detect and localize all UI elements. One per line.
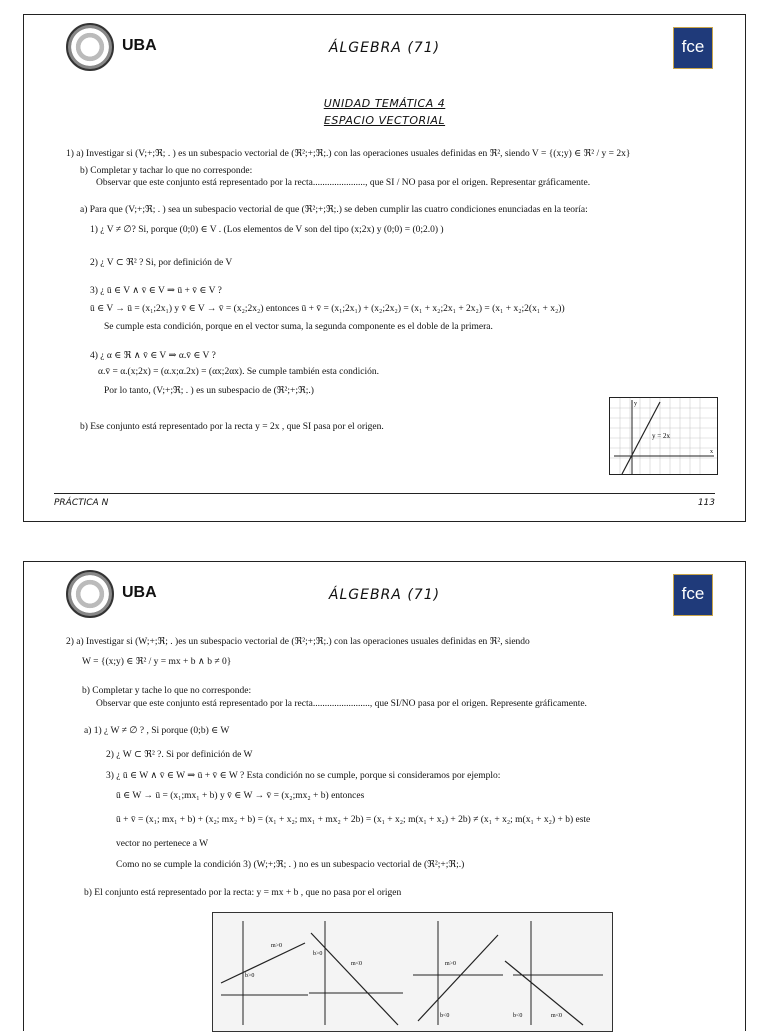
cond-4-proof: α.v̄ = α.(x;2x) = (α.x;α.2x) = (αx;2αx). Se cumple también esta condición.	[98, 367, 380, 377]
svg-text:m>0: m>0	[445, 961, 457, 967]
fce-logo: fce	[673, 27, 713, 69]
sol2-cond-2: 2) ¿ W ⊂ ℜ² ?. Si por definición de W	[106, 750, 253, 760]
sol2-cond-1: a) 1) ¿ W ≠ ∅ ? , Si porque (0;b) ∈ W	[84, 726, 230, 736]
unit-subtitle: ESPACIO VECTORIAL	[323, 114, 446, 127]
svg-text:m<0: m<0	[351, 961, 363, 967]
lines-graph-panel	[212, 912, 613, 1032]
page-1	[23, 14, 746, 522]
sol2-b: b) El conjunto está representado por la recta: y = mx + b , que no pasa por el origen	[84, 888, 402, 898]
uba-label: UBA	[122, 584, 157, 601]
graph-m-neg-b-neg	[505, 921, 603, 1025]
graph-m-neg-b-pos	[309, 921, 403, 1025]
graph-y-2x	[609, 397, 718, 475]
sol-b: b) Ese conjunto está representado por la recta y = 2x , que SI pasa por el origen.	[80, 422, 384, 432]
graph-line-label: y = 2x	[652, 432, 670, 440]
cond-3-q: 3) ¿ ū ∈ V ∧ v̄ ∈ V ⇒ ū + v̄ ∈ V ?	[90, 286, 222, 296]
fce-logo: fce	[673, 574, 713, 616]
page-header	[24, 562, 745, 622]
page-footer	[54, 493, 715, 508]
svg-text:m>0: m>0	[271, 943, 283, 949]
sol2-not-in-w: vector no pertenece a W	[116, 839, 209, 849]
page-header	[24, 15, 745, 75]
graph-m-pos-b-pos	[221, 921, 308, 1025]
y-axis-label: y	[634, 401, 637, 407]
q2-b-text: Observar que este conjunto está representado por la recta........................, que SI/NO pasa por el origen. Represente gráficamente.	[96, 699, 587, 709]
graph-m-pos-b-neg	[413, 921, 503, 1025]
cond-1: 1) ¿ V ≠ ∅? Si, porque (0;0) ∈ V . (Los elementos de V son del tipo (x;2x) y (0;0) = (0;2.0) )	[90, 225, 444, 235]
subject-title: ÁLGEBRA (71)	[328, 40, 441, 56]
q2-set-def: W = {(x;y) ∈ ℜ² / y = mx + b ∧ b ≠ 0}	[82, 657, 232, 667]
uba-label: UBA	[122, 37, 157, 54]
page-2	[23, 561, 746, 1031]
q1-b-label: b) Completar y tachar lo que no corresponde:	[80, 166, 253, 176]
subject-title: ÁLGEBRA (71)	[328, 587, 441, 603]
cond-4-q: 4) ¿ α ∈ ℜ ∧ v̄ ∈ V ⇒ α.v̄ ∈ V ?	[90, 351, 216, 361]
q2-b-label: b) Completar y tache lo que no corresponde:	[82, 686, 252, 696]
sol2-sum: ū + v̄ = (x₁; mx₁ + b) + (x₂; mx₂ + b) = (x₁ + x₂; mx₁ + mx₂ + 2b) = (x₁ + x₂; m(x₁ + x₂) + 2b) ≠ (x₁ + x₂; m(x₁ + x₂) + b) este	[116, 815, 591, 825]
sol2-cond-3: 3) ¿ ū ∈ W ∧ v̄ ∈ W ⇒ ū + v̄ ∈ W ? Esta condición no se cumple, porque si consideramos por ejemplo:	[106, 771, 501, 781]
cond-4-conclusion: Por lo tanto, (V;+;ℜ; . ) es un subespacio de (ℜ²;+;ℜ;.)	[104, 386, 314, 396]
sol2-vectors: ū ∈ W → ū = (x₁;mx₁ + b) y v̄ ∈ W → v̄ = (x₂;mx₂ + b) entonces	[116, 791, 365, 801]
svg-text:b>0: b>0	[313, 951, 323, 957]
unit-title: UNIDAD TEMÁTICA 4	[323, 97, 446, 110]
svg-text:b>0: b>0	[245, 973, 255, 979]
q2-a: 2) a) Investigar si (W;+;ℜ; . )es un subespacio vectorial de (ℜ²;+;ℜ;.) con las operaciones usuales definidas en ℜ², siendo	[66, 637, 530, 647]
cond-2: 2) ¿ V ⊂ ℜ² ? Si, por definición de V	[90, 258, 233, 268]
footer-practice: PRÁCTICA N	[54, 498, 109, 508]
footer-page-number: 113	[697, 498, 715, 508]
sol-a-intro: a) Para que (V;+;ℜ; . ) sea un subespacio vectorial de que (ℜ²;+;ℜ;.) se deben cumplir las cuatro condiciones enunciadas en la teoría:	[80, 205, 588, 215]
svg-text:b<0: b<0	[440, 1013, 450, 1019]
cond-3-conclusion: Se cumple esta condición, porque en el vector suma, la segunda componente es el doble de la primera.	[104, 322, 493, 332]
sol2-conclusion: Como no se cumple la condición 3) (W;+;ℜ; . ) no es un subespacio vectorial de (ℜ²;+;ℜ;.)	[116, 860, 465, 870]
q1-b-text: Observar que este conjunto está representado por la recta......................, que SI / NO pasa por el origen. Representar gráficamente.	[96, 178, 591, 188]
x-axis-label: x	[710, 449, 713, 455]
svg-text:b<0: b<0	[513, 1013, 523, 1019]
q1-a: 1) a) Investigar si (V;+;ℜ; . ) es un subespacio vectorial de (ℜ²;+;ℜ;.) con las operaciones usuales definidas en ℜ², siendo V = {(x;y) ∈ ℜ² / y = 2x}	[66, 149, 631, 159]
cond-3-proof: ū ∈ V → ū = (x₁;2x₁) y v̄ ∈ V → v̄ = (x₂;2x₂) entonces ū + v̄ = (x₁;2x₁) + (x₂;2x₂) = (x₁ + x₂;2x₁ + 2x₂) = (x₁ + x₂;2(x₁ + x₂))	[90, 304, 565, 314]
svg-text:m<0: m<0	[551, 1013, 563, 1019]
